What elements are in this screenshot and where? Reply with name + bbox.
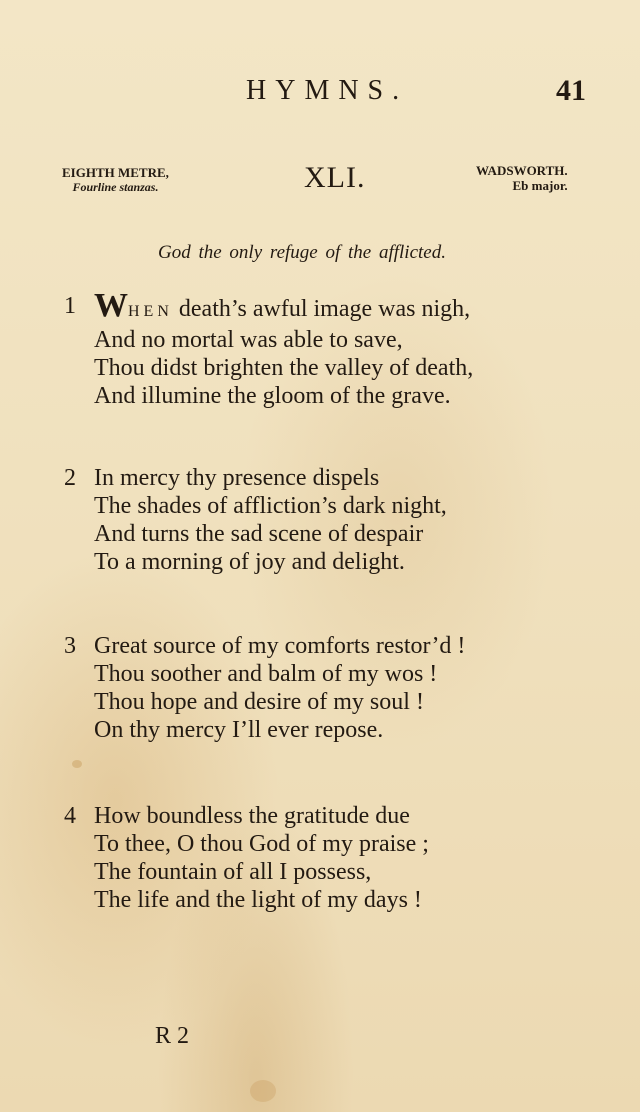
running-head: HYMNS. [246, 75, 409, 106]
hymn-number: XLI. [304, 161, 366, 194]
small-caps-word: HEN [128, 303, 173, 320]
signature-mark: R 2 [155, 1023, 190, 1049]
stanza-line: Great source of my comforts restor’d ! [94, 633, 466, 659]
stanza-line: To thee, O thou God of my praise ; [94, 831, 429, 857]
meter-note [62, 165, 169, 195]
stanza-number: 2 [64, 465, 76, 491]
stanza [64, 802, 429, 914]
stanza-line: The life and the light of my days ! [94, 887, 422, 913]
stanza-line: And no mortal was able to save, [94, 327, 403, 353]
drop-cap: W [94, 287, 128, 324]
meter-line: EIGHTH METRE, [62, 165, 169, 180]
first-line-text: death’s awful image was nigh, [172, 296, 471, 322]
stanza-line: How boundless the gratitude due [94, 803, 410, 829]
stanza [64, 464, 447, 576]
stanza-line [64, 287, 473, 326]
stanza-line: And illumine the gloom of the grave. [94, 383, 451, 409]
stanza-line: The fountain of all I possess, [94, 859, 372, 885]
stanza [64, 287, 474, 410]
stanza-line: Thou didst brighten the valley of death, [94, 355, 474, 381]
stanza-number: 1 [64, 293, 76, 319]
stanza-line: Thou hope and desire of my soul ! [94, 689, 424, 715]
stanza-form-line: Fourline stanzas. [72, 180, 159, 194]
stanza-line: Thou soother and balm of my wos ! [94, 661, 438, 687]
foxing-stain [72, 760, 82, 768]
stanza-number: 3 [64, 633, 76, 659]
stanza-line: And turns the sad scene of despair [94, 521, 424, 547]
tune-note [476, 163, 568, 193]
tune-name: WADSWORTH. [476, 163, 568, 178]
stanza-line: The shades of affliction’s dark night, [94, 493, 447, 519]
stanza-line: In mercy thy presence dispels [94, 465, 380, 491]
stanza-number: 4 [64, 803, 76, 829]
foxing-stain [250, 1080, 276, 1102]
hymn-title: God the only refuge of the afflicted. [158, 242, 446, 263]
page-number: 41 [556, 74, 586, 107]
stanza-line: To a morning of joy and delight. [94, 549, 405, 575]
tune-key: Eb major. [512, 178, 568, 193]
stanza-line: On thy mercy I’ll ever repose. [94, 717, 384, 743]
stanza [64, 632, 465, 744]
